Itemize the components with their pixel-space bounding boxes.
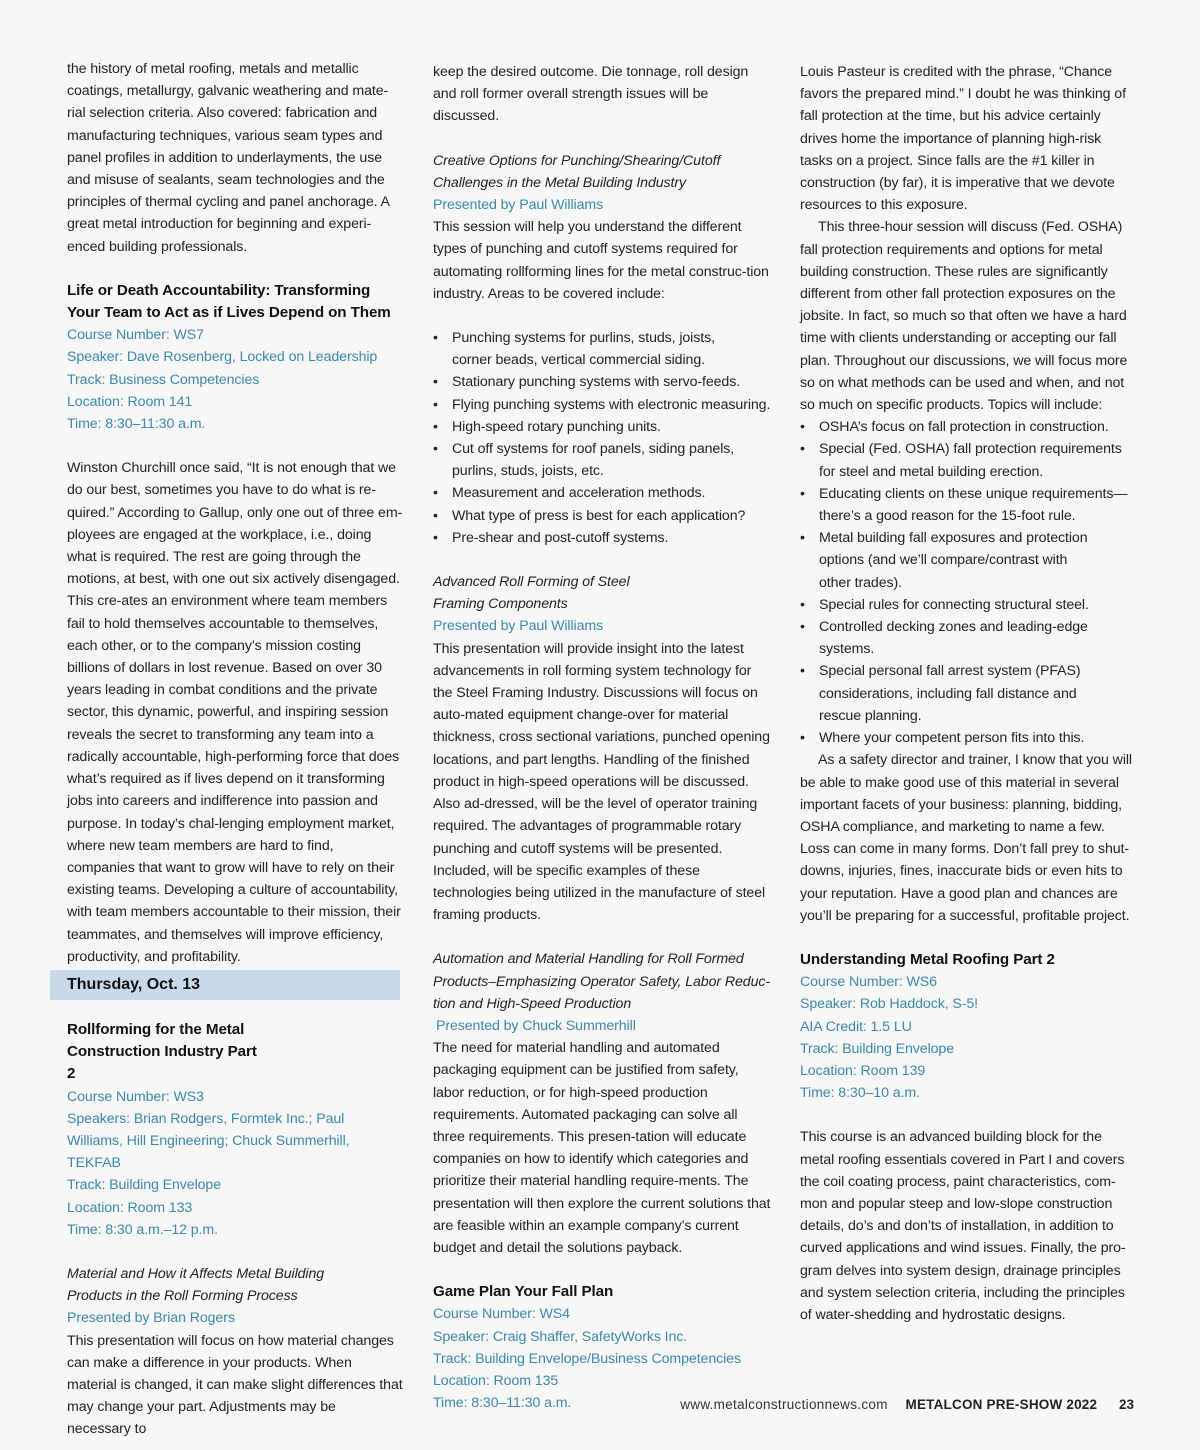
page-footer — [680, 1396, 1134, 1414]
column-3 — [800, 61, 1134, 1326]
list-item: • Special (Fed. OSHA) fall protection requirements for steel and metal building erection. — [800, 438, 1134, 482]
session-title: Rollforming for the Metal Construction Industry Part 2 — [67, 1021, 257, 1083]
session-title: Game Plan Your Fall Plan — [433, 1283, 614, 1301]
column-2 — [433, 61, 771, 1414]
speaker: Speaker: Dave Rosenberg, Locked on Leadership — [67, 349, 378, 366]
subsession-punching — [433, 150, 771, 549]
column-1-lower — [67, 1019, 403, 1441]
track: Track: Building Envelope — [800, 1040, 955, 1057]
subsession-material — [67, 1263, 403, 1441]
subsession-text: This session will help you understand the different types of punching and cutoff systems required for automating rollforming lines for the metal construc-tion industry. Areas to be covered include: — [433, 219, 769, 302]
list-item: • High-speed rotary punching units. — [433, 416, 771, 438]
session-ws3 — [67, 1019, 403, 1241]
session-description: Winston Churchill once said, “It is not enough that we do our best, sometimes you have to do what is re-quired.” According to Gallup, only one out of three em-ployees are engaged at the workplace, i.e., doing what is required. The rest are going through the motions, at best, with one out six actively disengaged. This cre-ates an environment where team members fail to hold themselves accountable to themselves, each other, or to the company’s mission costing billions of dollars in lost revenue. Based on over 30 years leading in combat conditions and the private sector, this dynamic, powerful, and inspiring session reveals the secret to transforming any team into a radically accountable, high-performing force that does what’s required as if lives depend on it transforming jobs into careers and indifference into passion and purpose. In today’s chal-lenging employment market, where new team members are hard to find, companies that want to grow will have to rely on their existing teams. Developing a culture of accountability, with team members accountable to their mission, their teammates, and themselves will improve efficiency, productivity, and profitability. — [67, 460, 403, 965]
session-ws6 — [800, 949, 1134, 1326]
list-item: • Punching systems for purlins, studs, joists, corner beads, vertical commercial siding. — [433, 327, 722, 371]
time: Time: 8:30–10 a.m. — [800, 1085, 920, 1102]
list-item: • Metal building fall exposures and protection options (and we’ll compare/contrast with other trades). — [800, 527, 1089, 594]
subsession-title: Advanced Roll Forming of Steel Framing Components — [433, 574, 630, 613]
list-item: • Flying punching systems with electronic measuring. — [433, 394, 771, 416]
column-1 — [67, 58, 403, 968]
speakers: Speakers: Brian Rodgers, Formtek Inc.; Paul Williams, Hill Engineering; Chuck Summerhill, TEKFAB — [67, 1110, 350, 1172]
course-number: Course Number: WS4 — [433, 1306, 570, 1323]
session-description: This course is an advanced building block for the metal roofing essentials covered in Part I and covers the coil coating process, paint characteristics, com-mon and popular steep and low-slope construction details, do’s and don’ts of installation, in addition to curved applications and wind issues. Finally, the pro-gram delves into system design, drainage principles and system selection criteria, including the principles of water-shedding and hydrostatic designs. — [800, 1129, 1126, 1323]
location: Location: Room 139 — [800, 1062, 926, 1079]
location: Location: Room 135 — [433, 1372, 559, 1389]
ws4-paragraph-2: This three-hour session will discuss (Fed. OSHA) fall protection requirements and options for metal building construction. These rules are significantly different from other fall protection exposures on the jobsite. In fact, so much so that often we have a hard time with clients understanding or accepting our fall plan. Throughout our discussions, we will focus more so on what methods can be used and when, and not so much on specific products. Topics will include: — [800, 219, 1128, 414]
magazine-title: METALCON PRE-SHOW 2022 — [905, 1397, 1098, 1412]
continued-text: keep the desired outcome. Die tonnage, roll design and roll former overall strength issues will be discussed. — [433, 64, 749, 125]
list-item: • Educating clients on these unique requirements—there’s a good reason for the 15-foot rule. — [800, 483, 1134, 527]
day-header: Thursday, Oct. 13 — [50, 970, 400, 1000]
website-url: www.metalconstructionnews.com — [680, 1397, 888, 1412]
list-item: • Measurement and acceleration methods. — [433, 482, 771, 504]
presenter: Presented by Paul Williams — [433, 197, 604, 214]
speaker: Speaker: Craig Shaffer, SafetyWorks Inc. — [433, 1328, 688, 1345]
subsession-text: This presentation will focus on how material changes can make a difference in your products. When material is changed, it can make slight differences that may change your part. Adjustments may be necessary to — [67, 1332, 403, 1438]
list-item: • Special rules for connecting structural steel. — [800, 594, 1134, 616]
track: Track: Business Competencies — [67, 371, 260, 388]
list-item: • OSHA’s focus on fall protection in construction. — [800, 416, 1134, 438]
ws4-paragraph-3: As a safety director and trainer, I know that you will be able to make good use of this material in several important facets of your business: planning, bidding, OSHA compliance, and marketing to name a few. Loss can come in many forms. Don’t fall prey to shut-downs, injuries, fines, inaccurate bids or even hits to your reputation. Have a good plan and chances are you’ll be preparing for a successful, profitable project. — [800, 752, 1132, 924]
list-item: • Controlled decking zones and leading-edge systems. — [800, 616, 1134, 660]
list-item: • Cut off systems for roof panels, siding panels, purlins, studs, joists, etc. — [433, 438, 742, 482]
list-item: • What type of press is best for each application? — [433, 505, 771, 527]
course-number: Course Number: WS3 — [67, 1088, 204, 1105]
bullet-list — [800, 416, 1134, 749]
intro-paragraph: the history of metal roofing, metals and metallic coatings, metallurgy, galvanic weathering and mate-rial selection criteria. Also covered: fabrication and manufacturing techniques, various seam types and panel profiles in addition to underlayments, the use and misuse of sealants, seam technologies and the principles of thermal cycling and panel anchorage. A great metal introduction for beginning and experi-enced building professionals. — [67, 61, 390, 255]
presenter: Presented by Paul Williams — [433, 618, 604, 635]
session-ws7 — [67, 280, 403, 968]
list-item: • Where your competent person fits into this. — [800, 727, 1134, 749]
subsession-title: Automation and Material Handling for Roll Formed Products–Emphasizing Operator Safety, Labor Reduc-tion and High-Speed Production — [433, 951, 770, 1012]
list-item: • Pre-shear and post-cutoff systems. — [433, 527, 771, 549]
bullet-list — [433, 327, 771, 549]
subsession-advanced — [433, 571, 771, 926]
subsession-title: Material and How it Affects Metal Building Products in the Roll Forming Process — [67, 1266, 325, 1305]
ws4-paragraph-1: Louis Pasteur is credited with the phrase, “Chance favors the prepared mind.” I doubt he was thinking of fall protection at the time, but his advice certainly drives home the importance of planning high-risk tasks on a project. Since falls are the #1 killer in construction (by far), it is imperative that we devote resources to this exposure. — [800, 64, 1126, 214]
page-number: 23 — [1118, 1397, 1134, 1412]
subsession-automation — [433, 948, 771, 1259]
session-title: Life or Death Accountability: Transforming Your Team to Act as if Lives Depend on Them — [67, 281, 391, 322]
subsession-text: This presentation will provide insight into the latest advancements in roll forming system technology for the Steel Framing Industry. Discussions will focus on auto-mated equipment change-over for material thickness, cross sectional variations, punched opening locations, and part lengths. Handling of the finished product in high-speed operations will be discussed. Also ad-dressed, will be the level of operator training required. The advantages of programmable rotary punching and cutoff systems will be presented. Included, will be specific examples of these technologies being utilized in the manufacture of steel framing products. — [433, 640, 770, 924]
presenter: Presented by Brian Rogers — [67, 1310, 235, 1327]
session-title: Understanding Metal Roofing Part 2 — [800, 950, 1055, 968]
location: Location: Room 141 — [67, 393, 193, 410]
speaker: Speaker: Rob Haddock, S-5! — [800, 996, 978, 1013]
time: Time: 8:30 a.m.–12 p.m. — [67, 1221, 218, 1238]
time: Time: 8:30–11:30 a.m. — [433, 1395, 572, 1412]
track: Track: Building Envelope — [67, 1177, 222, 1194]
subsession-title: Creative Options for Punching/Shearing/Cutoff Challenges in the Metal Building Industry — [433, 152, 721, 191]
list-item: • Stationary punching systems with servo-feeds. — [433, 371, 771, 393]
course-number: Course Number: WS6 — [800, 974, 937, 991]
presenter: Presented by Chuck Summerhill — [436, 1017, 636, 1034]
location: Location: Room 133 — [67, 1199, 193, 1216]
subsession-text: The need for material handling and automated packaging equipment can be justified from safety, labor reduction, or for high-speed production requirements. Automated packaging can solve all three requirements. This presen-tation will educate companies on how to identify which categories and prioritize their material handling require-ments. The presentation will then explore the current solutions that are feasible within an example company’s current budget and detail the solutions payback. — [433, 1040, 771, 1256]
time: Time: 8:30–11:30 a.m. — [67, 416, 206, 433]
track: Track: Building Envelope/Business Competencies — [433, 1350, 741, 1367]
session-ws4 — [433, 1281, 771, 1414]
list-item: • Special personal fall arrest system (PFAS) considerations, including fall distance and rescue planning. — [800, 660, 1109, 727]
aia-credit: AIA Credit: 1.5 LU — [800, 1018, 912, 1035]
course-number: Course Number: WS7 — [67, 327, 204, 344]
